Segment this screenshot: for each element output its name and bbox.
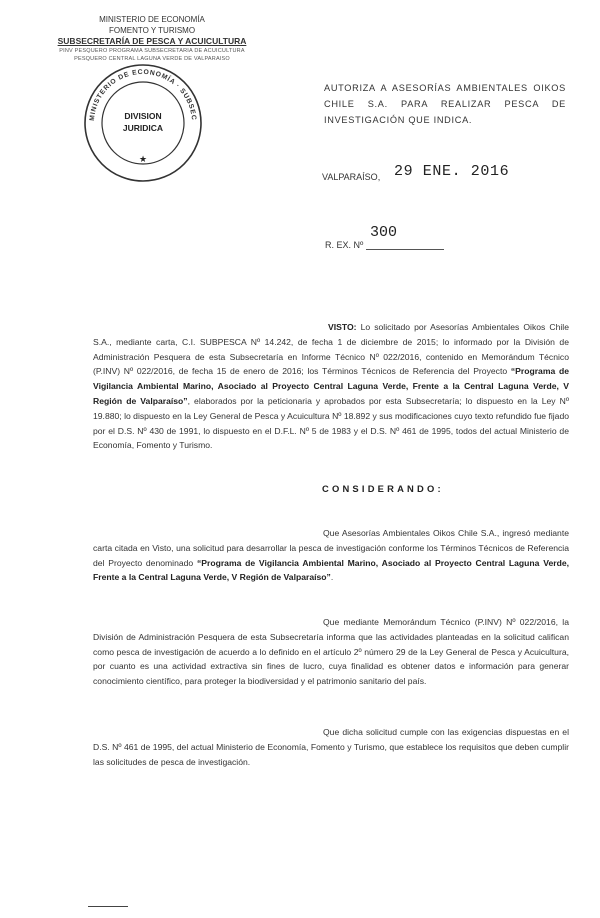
seal-juridica: JURIDICA: [122, 123, 164, 133]
date-stamp: 29 ENE. 2016: [394, 163, 510, 180]
rex-label-text: R. EX. Nº: [325, 240, 364, 250]
rex-number-underline: [366, 239, 444, 250]
c1-text-2: .: [330, 572, 334, 583]
ministry-line-1: MINISTERIO DE ECONOMÍA: [99, 15, 205, 24]
visto-text-1: Lo solicitado por Asesorías Ambientales Oikos Chile S.A., mediante carta, C.I. SUBPESCA Nº 14.242, de fecha 1 de diciembre de 2015; lo informado por la División de Administración Pesquera de esta Subsecretaría en Informe Técnico Nº 022/2016, contenido en Memorándum Técnico (P.INV) Nº 022/2016, de fecha 15 de enero de 2016; los Términos Técnicos de Referencia del Proyecto: [93, 322, 569, 377]
resolution-title: AUTORIZA A ASESORÍAS AMBIENTALES OIKOS CHILE S.A. PARA REALIZAR PESCA DE INVESTIGACIÓN QUE INDICA.: [324, 83, 566, 125]
division-juridica-seal: [82, 62, 204, 184]
considerando-paragraph-2: Que mediante Memorándum Técnico (P.INV) Nº 022/2016, la División de Administración Pesquera de esta Subsecretaría informa que las actividades planteadas en la solicitud califican como pesca de investigación de acuerdo a lo definido en el artículo 2º número 29 de la Ley General de Pesca y Acuicultura, por cuanto es una actividad extractiva sin fines de lucro, cuya finalidad es obtener datos e información para generar conocimiento científico, para proteger la biodiversidad y el patrimonio sanitario del país.: [93, 617, 569, 687]
visto-project-name: “Programa de Vigilancia Ambiental Marino, Asociado al Proyecto Central Laguna Verde, Frente a la Central Laguna Verde, V Región de Valparaíso”: [93, 366, 569, 406]
seal-division: DIVISION: [124, 111, 162, 121]
place-label: VALPARAÍSO,: [322, 172, 381, 182]
visto-label: VISTO:: [328, 322, 357, 332]
letterhead: [52, 14, 252, 63]
subsecretaria-line: SUBSECRETARÍA DE PESCA Y ACUICULTURA: [57, 36, 247, 46]
visto-text-2: , elaborados por la peticionaria y aprobados por esta Subsecretaría; lo dispuesto en la Ley Nº 19.880; lo dispuesto en la Ley General de Pesca y Acuicultura Nº 18.892 y sus modificaciones cuyo texto refundido fue fijado por el D.S. Nº 430 de 1991, lo dispuesto en el D.F.L. Nº 5 de 1983 y el D.S. Nº 461 de 1995, todos del actual Ministerio de Economía, Fomento y Turismo.: [93, 395, 569, 451]
resolution-number-label: [325, 239, 444, 250]
letterhead-small-1: PINV PESQUERO PROGRAMA SUBSECRETARIA DE ACUICULTURA: [59, 48, 245, 54]
footer-rule: [88, 906, 128, 907]
letterhead-small-2: PESQUERO CENTRAL LAGUNA VERDE DE VALPARAISO: [74, 56, 230, 62]
considerando-heading: CONSIDERANDO:: [322, 483, 444, 494]
svg-text:MINISTERIO DE ECONOMÍA · SUBSE: MINISTERIO DE ECONOMÍA · SUBSEC: [88, 68, 198, 122]
c1-text-1: Que Asesorías Ambientales Oikos Chile S.A., ingresó mediante carta citada en Visto, una solicitud para desarrollar la pesca de investigación conforme los Términos Técnicos de Referencia del Proyecto denominado: [93, 528, 569, 568]
c1-project-name: “Programa de Vigilancia Ambiental Marino, Asociado al Proyecto Central Laguna Verde, Frente a la Central Laguna Verde, V Región de Valparaíso”: [93, 557, 569, 583]
ministry-line-2: FOMENTO Y TURISMO: [108, 26, 196, 35]
considerando-paragraph-3: Que dicha solicitud cumple con las exigencias dispuestas en el D.S. Nº 461 de 1995, del actual Ministerio de Economía, Fomento y Turismo, que establece los requisitos que deben cumplir las solicitudes de pesca de investigación.: [93, 727, 569, 767]
svg-text:★: ★: [138, 155, 148, 165]
considerando-paragraph-1: [93, 526, 569, 585]
resolution-number: 300: [370, 224, 398, 241]
seal-graphic: [82, 62, 204, 184]
visto-paragraph: [93, 320, 569, 453]
